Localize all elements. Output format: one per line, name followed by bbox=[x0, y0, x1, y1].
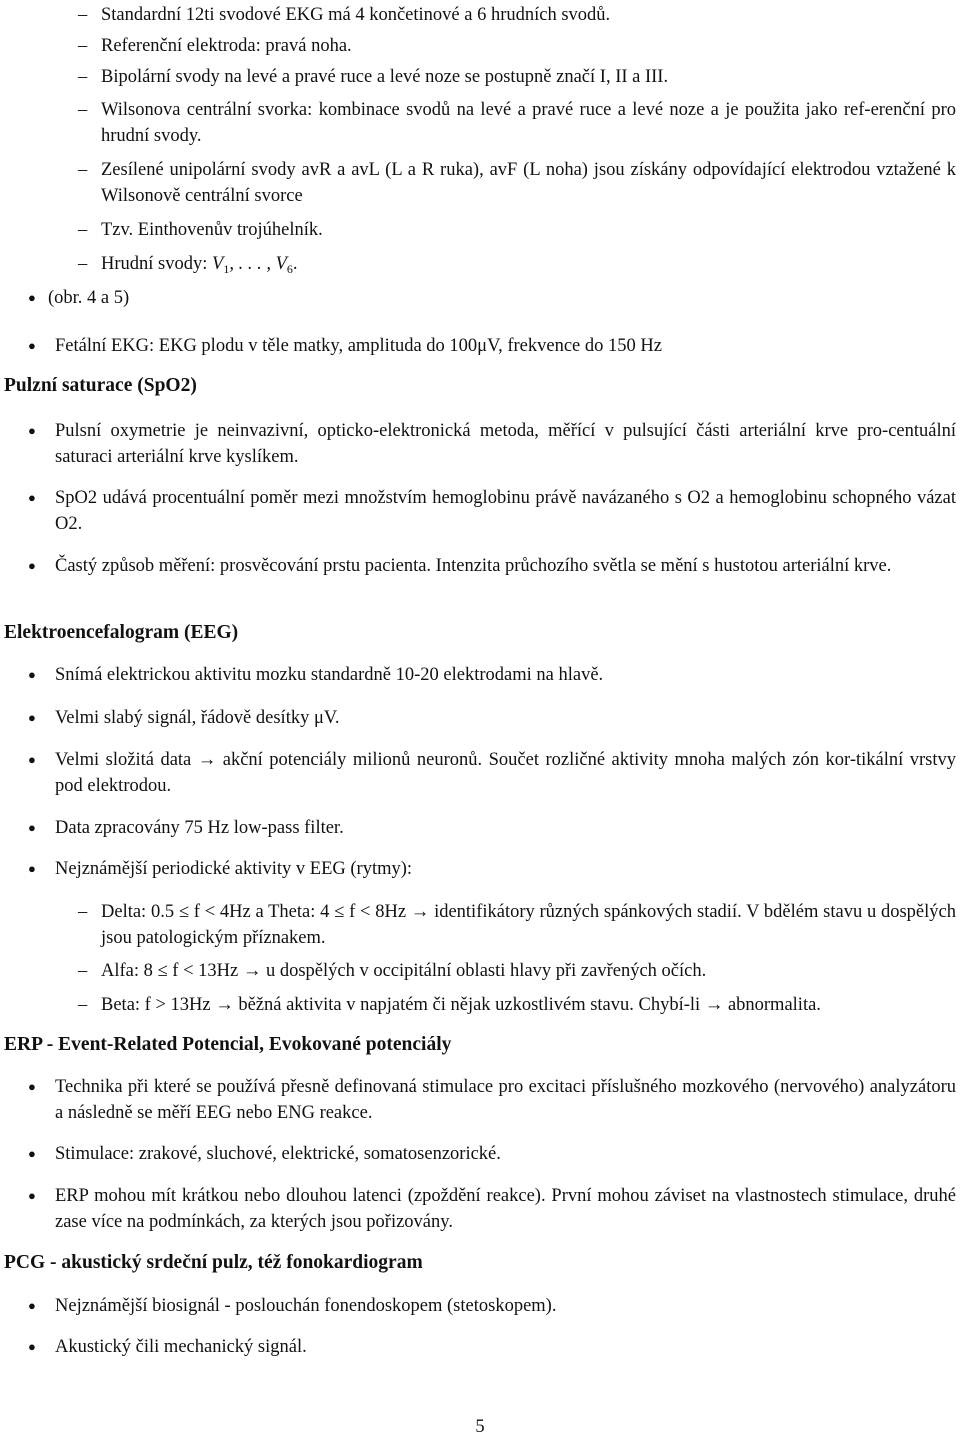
list-item: Delta: 0.5 ≤ f < 4Hz a Theta: 4 ≤ f < 8Hz → identifikátory různých spánkových stadií. V bdělém stavu u dospělých jsou patologickým příznakem. bbox=[101, 902, 956, 948]
list-item: Fetální EKG: EKG plodu v těle matky, amplituda do 100μV, frekvence do 150 Hz bbox=[55, 336, 662, 356]
section-heading-pcg: PCG - akustický srdeční pulz, též fonokardiogram bbox=[4, 1252, 423, 1273]
bullet-icon: ● bbox=[28, 423, 36, 438]
bullet-icon: ● bbox=[28, 710, 36, 725]
bullet-icon: ● bbox=[28, 1298, 36, 1313]
list-item: Nejznámější periodické aktivity v EEG (rytmy): bbox=[55, 859, 413, 879]
dash-marker: – bbox=[78, 160, 88, 180]
dash-marker: – bbox=[78, 902, 88, 922]
bullet-icon: ● bbox=[28, 490, 36, 505]
list-item: Akustický čili mechanický signál. bbox=[55, 1337, 307, 1357]
bullet-icon: ● bbox=[28, 558, 36, 573]
list-item: Stimulace: zrakové, sluchové, elektrické, somatosenzorické. bbox=[55, 1144, 501, 1164]
bullet-icon: ● bbox=[28, 820, 36, 835]
list-item: Wilsonova centrální svorka: kombinace svodů na levé a pravé ruce a levé noze a je použita jako ref-erenční pro hrudní svody. bbox=[101, 100, 956, 146]
list-item: Alfa: 8 ≤ f < 13Hz → u dospělých v occipitální oblasti hlavy při zavřených očích. bbox=[101, 961, 707, 981]
bullet-icon: ● bbox=[28, 1146, 36, 1161]
list-item: Častý způsob měření: prosvěcování prstu pacienta. Intenzita průchozího světla se mění s hustotou arteriální krve. bbox=[55, 556, 892, 576]
bullet-icon: ● bbox=[28, 752, 36, 767]
list-item: Pulsní oxymetrie je neinvazivní, opticko-elektronická metoda, měřící v pulsující části arteriální krve pro-centuální saturaci arteriální krve kyslíkem. bbox=[55, 421, 956, 467]
bullet-icon: ● bbox=[28, 1079, 36, 1094]
dash-marker: – bbox=[78, 961, 88, 981]
list-item: Data zpracovány 75 Hz low-pass filter. bbox=[55, 818, 344, 838]
list-item: (obr. 4 a 5) bbox=[48, 288, 130, 308]
dash-marker: – bbox=[78, 254, 88, 274]
list-item: ERP mohou mít krátkou nebo dlouhou latenci (zpoždění reakce). První mohou záviset na vlastnostech stimulace, druhé zase více na podmínkách, za kterých jsou pořizovány. bbox=[55, 1186, 956, 1232]
bullet-icon: ● bbox=[28, 667, 36, 682]
dash-marker: – bbox=[78, 995, 88, 1015]
bullet-icon: ● bbox=[28, 290, 36, 305]
bullet-icon: ● bbox=[28, 1188, 36, 1203]
list-item: Beta: f > 13Hz → běžná aktivita v napjatém či nějak uzkostlivém stavu. Chybí-li → abnormalita. bbox=[101, 995, 821, 1015]
bullet-icon: ● bbox=[28, 1339, 36, 1354]
list-item: Standardní 12ti svodové EKG má 4 končetinové a 6 hrudních svodů. bbox=[101, 5, 611, 25]
bullet-icon: ● bbox=[28, 861, 36, 876]
section-heading-erp: ERP - Event-Related Potencial, Evokované potenciály bbox=[4, 1034, 452, 1055]
list-item: Velmi složitá data → akční potenciály milionů neuronů. Součet rozličné aktivity mnoha malých zón kor-tikální vrstvy pod elektrodou. bbox=[55, 750, 956, 796]
list-item: Bipolární svody na levé a pravé ruce a levé noze se postupně značí I, II a III. bbox=[101, 67, 669, 87]
list-item: Velmi slabý signál, řádově desítky μV. bbox=[55, 708, 340, 728]
dash-marker: – bbox=[78, 67, 88, 87]
list-item: Snímá elektrickou aktivitu mozku standardně 10-20 elektrodami na hlavě. bbox=[55, 665, 604, 685]
dash-marker: – bbox=[78, 220, 88, 240]
section-heading-spo2: Pulzní saturace (SpO2) bbox=[4, 375, 197, 396]
section-heading-eeg: Elektroencefalogram (EEG) bbox=[4, 622, 239, 643]
dash-marker: – bbox=[78, 36, 88, 56]
list-item: Zesílené unipolární svody avR a avL (L a R ruka), avF (L noha) jsou získány odpovídající elektrodou vztažené k Wilsonově centrální svorce bbox=[101, 160, 956, 206]
list-item: SpO2 udává procentuální poměr mezi množstvím hemoglobinu právě navázaného s O2 a hemoglobinu schopného vázat O2. bbox=[55, 488, 956, 534]
list-item: Technika při které se používá přesně definovaná stimulace pro excitaci příslušného mozkového (nervového) analyzátoru a následně se měří EEG nebo ENG reakce. bbox=[55, 1077, 956, 1123]
list-item: Tzv. Einthovenův trojúhelník. bbox=[101, 220, 323, 240]
list-item-hrudni-svody: Hrudní svody: $V_1$, . . . , $V_6$. bbox=[101, 254, 298, 276]
list-item: Nejznámější biosignál - poslouchán fonendoskopem (stetoskopem). bbox=[55, 1296, 557, 1316]
dash-marker: – bbox=[78, 5, 88, 25]
bullet-icon: ● bbox=[28, 338, 36, 353]
list-item: Referenční elektroda: pravá noha. bbox=[101, 36, 352, 56]
dash-marker: – bbox=[78, 100, 88, 120]
page-number: 5 bbox=[475, 1417, 485, 1437]
